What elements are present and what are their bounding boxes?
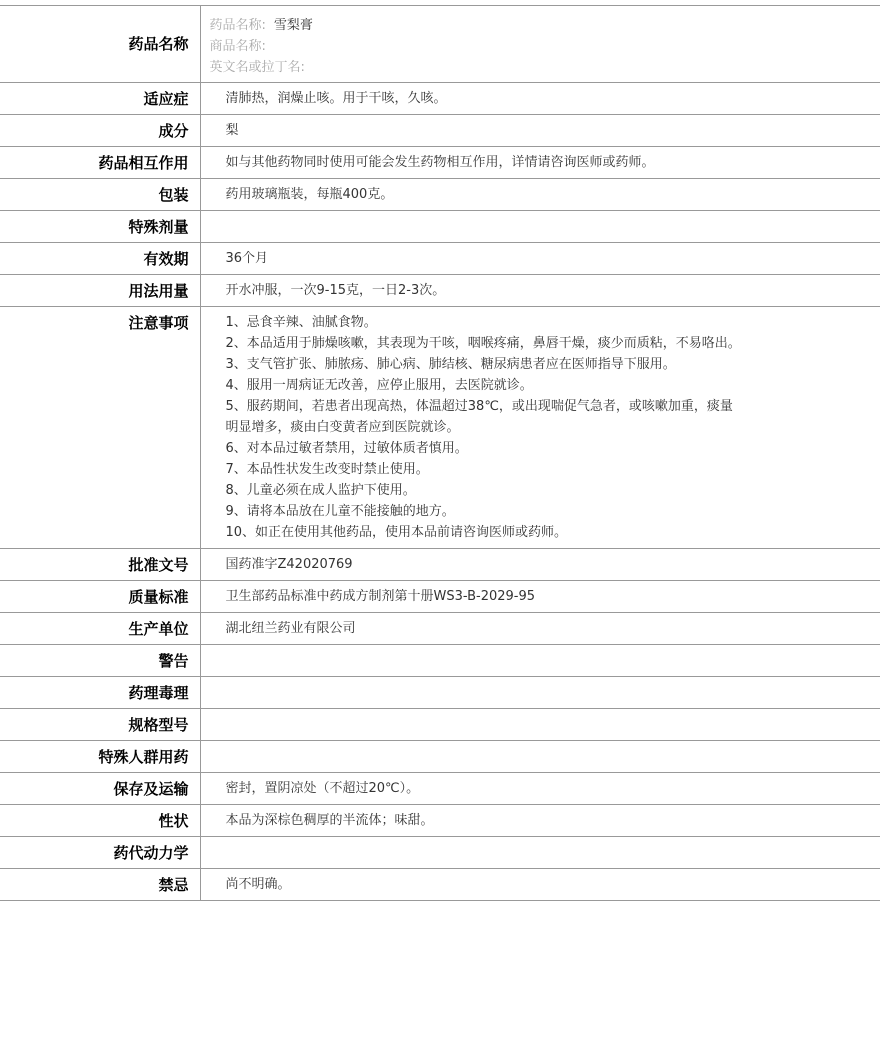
row-value [200, 645, 880, 677]
drug-spec-table [0, 5, 880, 901]
row-pharmacology [0, 677, 880, 709]
row-label: 警告 [0, 645, 200, 677]
precaution-line: 2、本品适用于肺燥咳嗽，其表现为干咳，咽喉疼痛，鼻唇干燥，痰少而质粘，不易咯出。 [225, 336, 741, 351]
english-name-key: 英文名或拉丁名: [209, 60, 305, 75]
row-value [200, 709, 880, 741]
row-precautions [0, 307, 880, 549]
row-value [200, 211, 880, 243]
row-label: 包装 [0, 179, 200, 211]
row-value [200, 677, 880, 709]
row-specification [0, 709, 880, 741]
row-label: 药品名称 [0, 6, 200, 83]
precaution-line: 8、儿童必须在成人监护下使用。 [225, 483, 416, 498]
row-contraindications [0, 869, 880, 901]
row-drug-name [0, 6, 880, 83]
row-approval-number [0, 549, 880, 581]
row-value: 国药准字Z42020769 [200, 549, 880, 581]
row-value [200, 837, 880, 869]
row-value: 36个月 [200, 243, 880, 275]
row-label: 成分 [0, 115, 200, 147]
precaution-line: 3、支气管扩张、肺脓疡、肺心病、肺结核、糖尿病患者应在医师指导下服用。 [225, 357, 676, 372]
english-name-line [210, 57, 880, 78]
precaution-line: 10、如正在使用其他药品，使用本品前请咨询医师或药师。 [225, 525, 568, 540]
row-label: 注意事项 [0, 307, 200, 549]
row-manufacturer [0, 613, 880, 645]
row-label: 药理毒理 [0, 677, 200, 709]
row-indications [0, 83, 880, 115]
trade-name-line [210, 36, 880, 57]
precaution-line: 1、忌食辛辣、油腻食物。 [225, 315, 377, 330]
row-label: 有效期 [0, 243, 200, 275]
row-value [200, 741, 880, 773]
row-value: 湖北纽兰药业有限公司 [200, 613, 880, 645]
row-quality-standard [0, 581, 880, 613]
row-value: 密封，置阴凉处（不超过20℃）。 [200, 773, 880, 805]
row-interactions [0, 147, 880, 179]
row-label: 性状 [0, 805, 200, 837]
row-label: 特殊人群用药 [0, 741, 200, 773]
row-special-populations [0, 741, 880, 773]
precaution-line: 6、对本品过敏者禁用，过敏体质者慎用。 [225, 441, 468, 456]
row-label: 药代动力学 [0, 837, 200, 869]
precaution-line: 明显增多，痰由白变黄者应到医院就诊。 [225, 420, 460, 435]
row-usage-dosage [0, 275, 880, 307]
drug-name-cell [200, 6, 880, 83]
row-value: 梨 [200, 115, 880, 147]
precaution-line: 4、服用一周病证无改善，应停止服用，去医院就诊。 [225, 378, 533, 393]
trade-name-key: 商品名称: [209, 39, 266, 54]
row-label: 生产单位 [0, 613, 200, 645]
row-shelf-life [0, 243, 880, 275]
row-value: 开水冲服，一次9-15克，一日2-3次。 [200, 275, 880, 307]
row-label: 药品相互作用 [0, 147, 200, 179]
row-warning [0, 645, 880, 677]
row-label: 用法用量 [0, 275, 200, 307]
row-label: 特殊剂量 [0, 211, 200, 243]
row-value: 清肺热，润燥止咳。用于干咳，久咳。 [200, 83, 880, 115]
row-packaging [0, 179, 880, 211]
precautions-list [200, 307, 880, 549]
precaution-line: 7、本品性状发生改变时禁止使用。 [225, 462, 429, 477]
row-label: 质量标准 [0, 581, 200, 613]
row-value: 药用玻璃瓶装，每瓶400克。 [200, 179, 880, 211]
row-value: 尚不明确。 [200, 869, 880, 901]
row-label: 规格型号 [0, 709, 200, 741]
generic-name-line [210, 15, 880, 36]
row-value: 本品为深棕色稠厚的半流体；味甜。 [200, 805, 880, 837]
row-storage [0, 773, 880, 805]
precaution-line: 5、服药期间，若患者出现高热，体温超过38℃，或出现喘促气急者，或咳嗽加重，痰量 [225, 399, 733, 414]
row-ingredients [0, 115, 880, 147]
row-label: 批准文号 [0, 549, 200, 581]
row-special-dosage [0, 211, 880, 243]
row-label: 适应症 [0, 83, 200, 115]
row-value: 如与其他药物同时使用可能会发生药物相互作用，详情请咨询医师或药师。 [200, 147, 880, 179]
precaution-line: 9、请将本品放在儿童不能接触的地方。 [225, 504, 455, 519]
generic-name-value: 雪梨膏 [273, 18, 313, 33]
row-label: 保存及运输 [0, 773, 200, 805]
row-label: 禁忌 [0, 869, 200, 901]
row-pharmacokinetics [0, 837, 880, 869]
row-value: 卫生部药品标准中药成方制剂第十册WS3-B-2029-95 [200, 581, 880, 613]
generic-name-key: 药品名称: [209, 18, 266, 33]
row-description [0, 805, 880, 837]
